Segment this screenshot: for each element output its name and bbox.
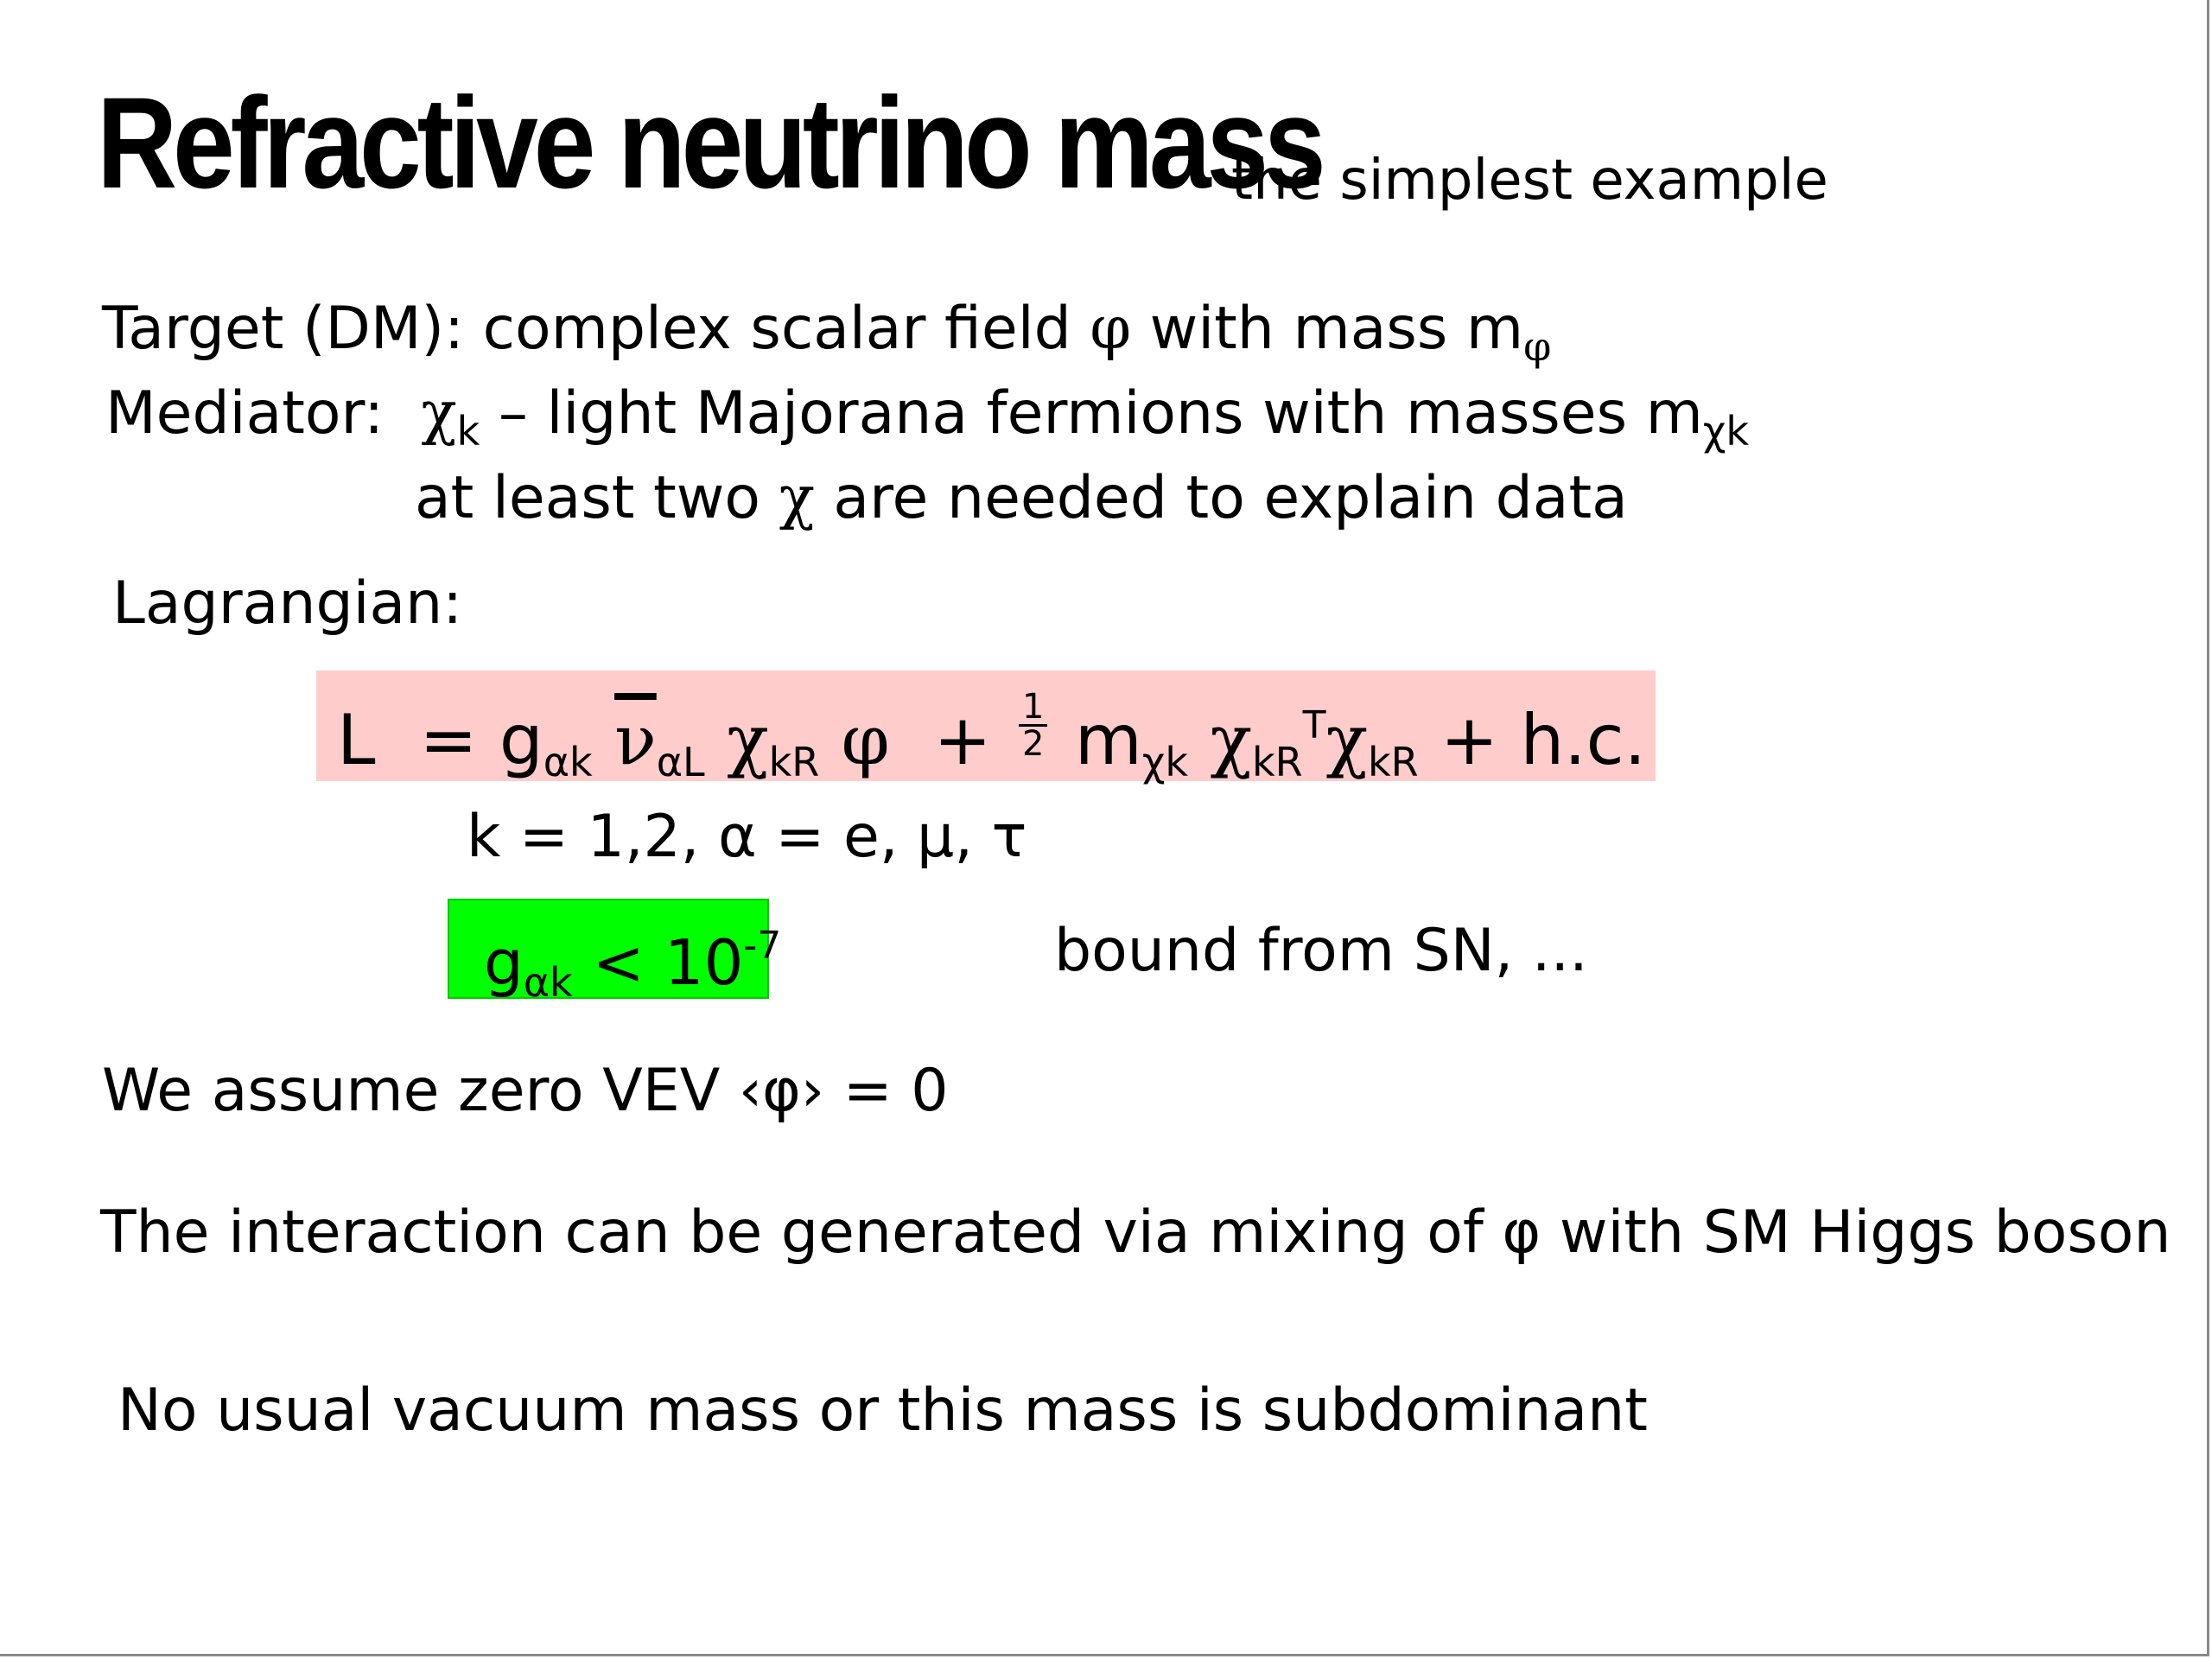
target-mass-subscript: φ [1523, 323, 1552, 370]
lagr-fraction [1019, 687, 1047, 764]
mediator-line2-b: are needed to explain data [833, 464, 1628, 532]
mediator-text: – light Majorana fermions with masses m [498, 379, 1703, 448]
lagr-eq-g: = g [419, 700, 543, 780]
target-text: complex scalar field [482, 295, 1071, 363]
lagr-phi: φ [841, 700, 890, 780]
lagr-hc: + h.c. [1440, 700, 1647, 780]
interaction-statement: The interaction can be generated via mixing of φ with SM Higgs boson [100, 1198, 2171, 1267]
lagr-L: L [337, 700, 376, 780]
mediator-mass-subscript: χk [1702, 408, 1750, 454]
lagr-chi2-sub: kR [1251, 739, 1303, 785]
lagr-frac-num: 1 [1019, 690, 1047, 727]
bound-g-sub: αk [523, 959, 573, 1006]
mediator-label: Mediator: [105, 379, 385, 448]
chi-symbol: χ [421, 379, 457, 448]
lagr-chi1: χ [727, 700, 769, 780]
lagr-g-sub: αk [543, 739, 593, 785]
index-ranges: k = 1,2, α = e, μ, τ [467, 803, 1027, 871]
lagrangian-label: Lagrangian: [112, 569, 463, 638]
bound-exp: -7 [743, 924, 782, 968]
slide-subtitle: the simplest example [1231, 149, 1828, 213]
lagr-frac-den: 2 [1022, 724, 1045, 764]
lagr-nu-sub: αL [656, 739, 705, 785]
lagr-m-sub: χk [1141, 739, 1189, 785]
vacuum-statement: No usual vacuum mass or this mass is subdominant [118, 1376, 1648, 1445]
phi-symbol: φ [1090, 295, 1132, 363]
lagr-nu-bar: $\overline{\nu}$ [614, 700, 657, 780]
lagr-chi3-sub: kR [1367, 739, 1419, 785]
mediator-line2 [415, 460, 1628, 537]
chi-symbol-2: χ [779, 464, 815, 532]
lagr-chi1-sub: kR [768, 739, 820, 785]
bound-lt: < 10 [592, 926, 744, 999]
bound-note: bound from SN, ... [1054, 917, 1588, 985]
lagr-m: m [1074, 700, 1142, 780]
lagr-transpose: T [1302, 703, 1326, 747]
slide-title: Refractive neutrino mass [97, 70, 1322, 215]
lagr-plus: + [933, 700, 992, 780]
coupling-bound [484, 907, 781, 1021]
lagr-chi3: χ [1325, 700, 1368, 780]
lagr-chi2: χ [1210, 700, 1252, 780]
lagrangian-equation [337, 683, 1646, 805]
chi-subscript: k [456, 408, 480, 454]
target-label: Target (DM): [102, 295, 464, 363]
bound-g: g [484, 926, 524, 999]
target-with-mass: with mass m [1149, 295, 1524, 363]
mediator-line2-a: at least two [415, 464, 760, 532]
target-line [102, 290, 1551, 385]
vev-statement: We assume zero VEV ‹φ› = 0 [102, 1057, 949, 1125]
mediator-line [105, 375, 1749, 470]
